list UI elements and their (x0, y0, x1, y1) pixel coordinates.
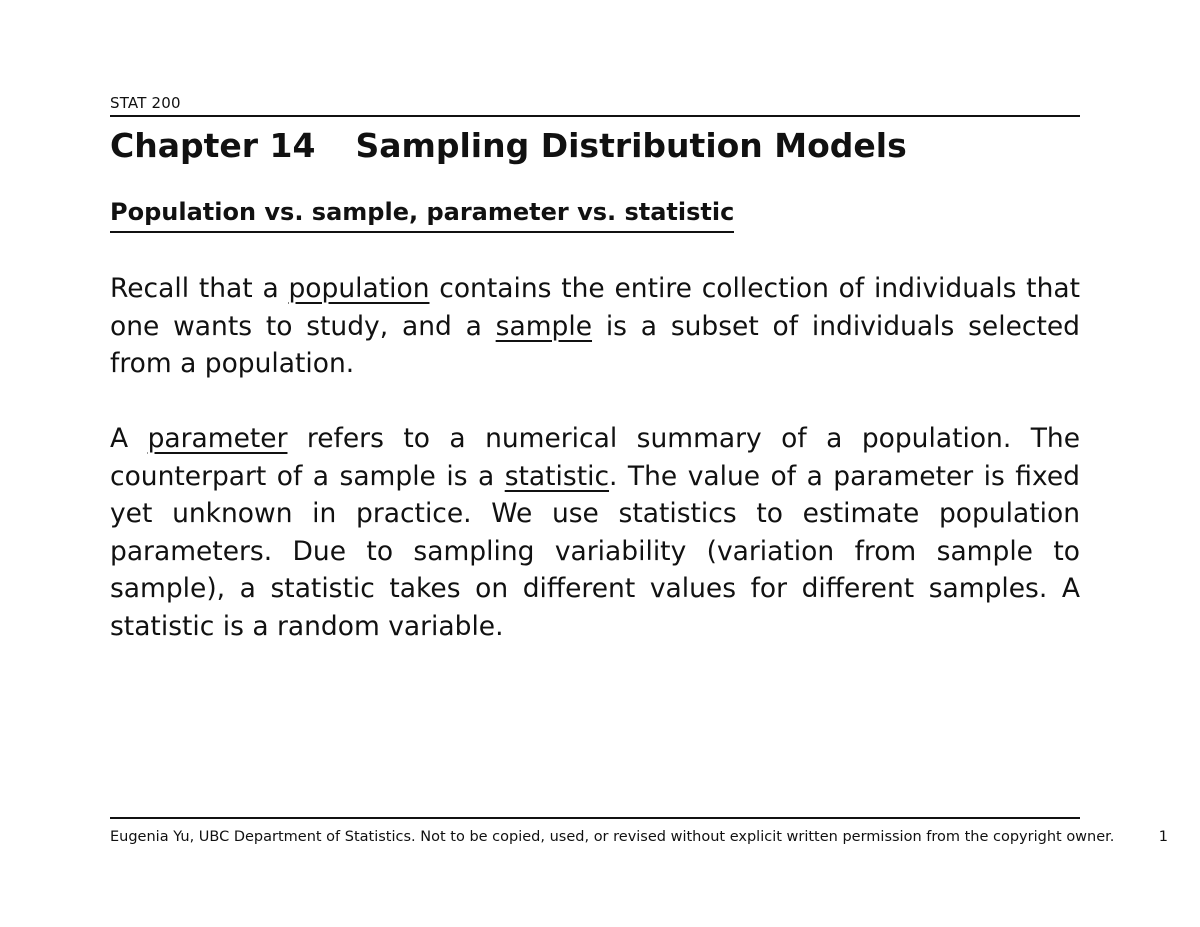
paragraph-parameter-statistic (110, 420, 1080, 645)
chapter-name: Sampling Distribution Models (355, 126, 907, 165)
course-label: STAT 200 (110, 94, 181, 112)
paragraph-text: Recall that a (110, 273, 289, 304)
term-population: population (288, 273, 430, 304)
section-heading: Population vs. sample, parameter vs. statistic (110, 195, 734, 233)
chapter-number: Chapter 14 (110, 126, 316, 165)
term-sample: sample (495, 310, 593, 342)
term-parameter: parameter (147, 423, 288, 454)
paragraph-text: A (110, 423, 148, 454)
header-rule (110, 115, 1080, 117)
page-number: 1 (1158, 829, 1168, 845)
paragraph-text: . The value of a parameter is fixed yet unknown in practice. We use statistics to estimate population parameters. Due to sampling variability (variation from sample to sample), a statistic takes on different values for different samples. A statistic is a random variable. (110, 460, 1080, 642)
footer-rule (110, 817, 1080, 819)
paragraph-text: refers to a numerical summary of a population. The counterpart of a sample is a (110, 423, 1080, 492)
paragraph-text: contains the entire collection of individuals that one wants to study, and a (110, 273, 1080, 342)
paragraph-population-sample (110, 270, 1080, 383)
term-statistic: statistic (504, 460, 610, 492)
paragraph-text: is a subset of individuals selected from a population. (110, 310, 1080, 379)
chapter-title (110, 124, 907, 168)
footer-copyright: Eugenia Yu, UBC Department of Statistics. Not to be copied, used, or revised without explicit written permission from the copyright owner. (110, 829, 1115, 845)
